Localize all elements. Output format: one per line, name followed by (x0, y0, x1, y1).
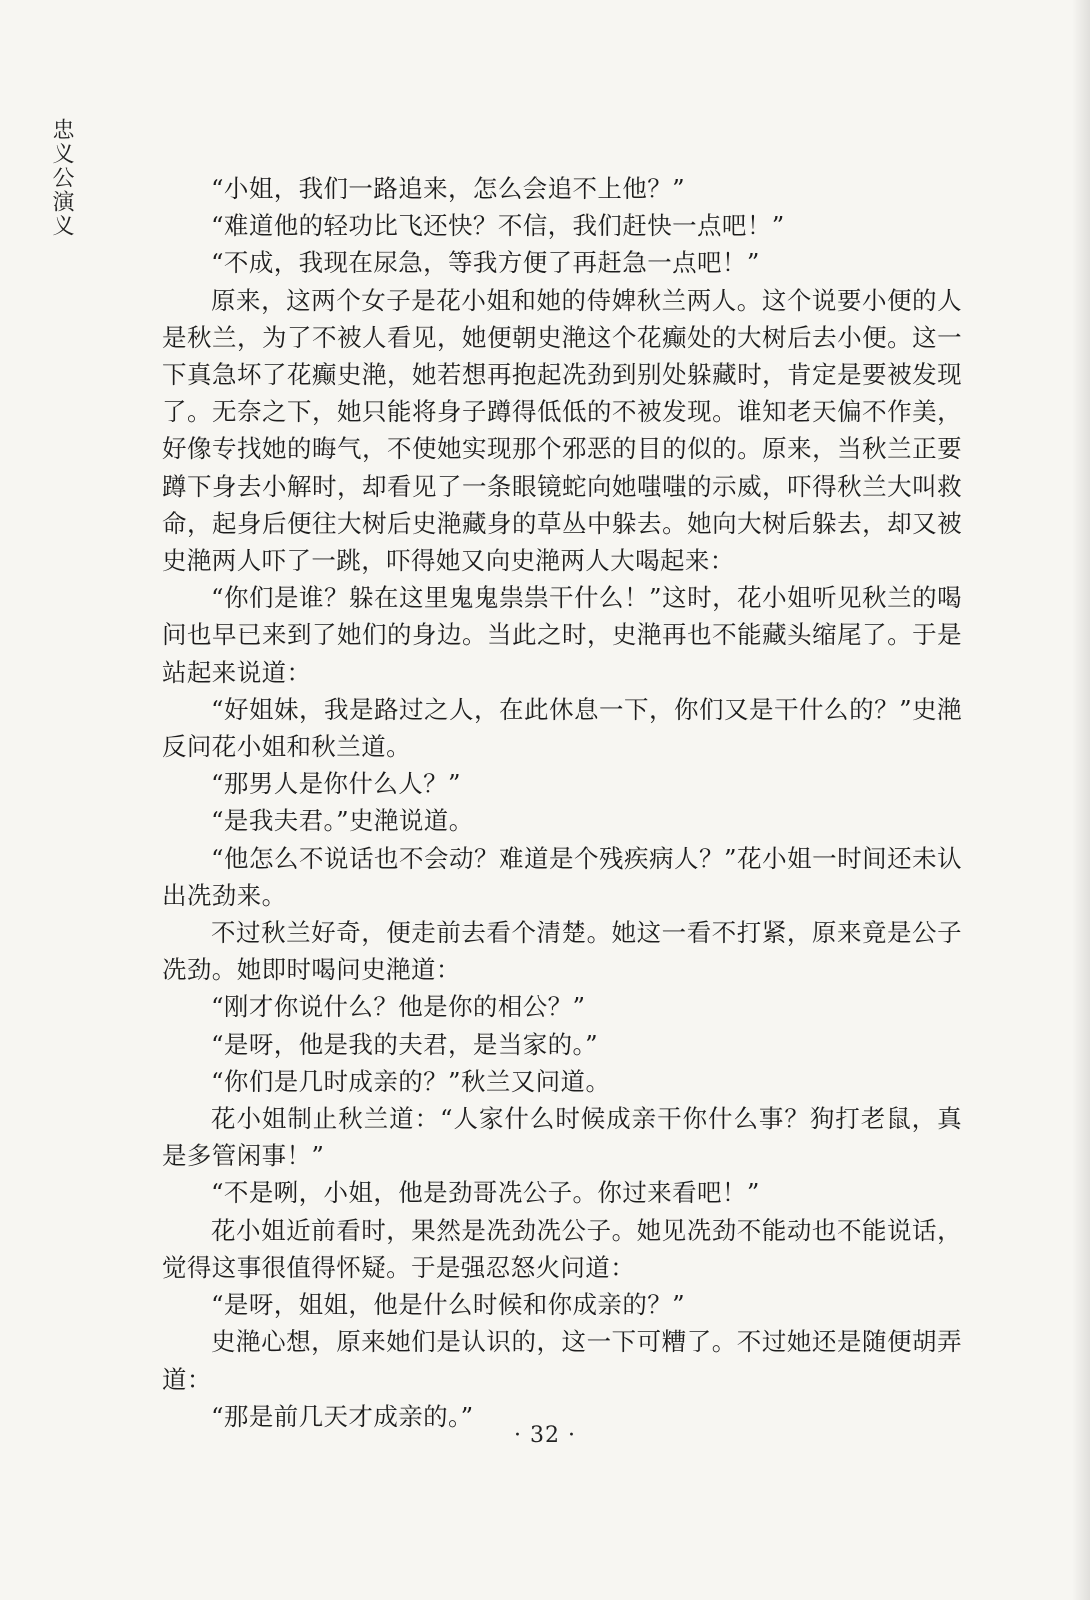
paragraph: “是呀，姐姐，他是什么时候和你成亲的？” (211, 1290, 686, 1320)
body-text (162, 170, 962, 1435)
paragraph: “你们是几时成亲的？”秋兰又问道。 (211, 1066, 611, 1096)
paragraph: 花小姐制止秋兰道：“人家什么时候成亲干你什么事？狗打老鼠，真是多管闲事！” (162, 1104, 962, 1171)
paragraph: “是呀，他是我的夫君，是当家的。” (211, 1029, 599, 1059)
paragraph: 不过秋兰好奇，便走前去看个清楚。她这一看不打紧，原来竟是公子冼劲。她即时喝问史滟道： (162, 918, 962, 985)
running-title: 忠义公演义 (49, 118, 74, 238)
paragraph: “刚才你说什么？他是你的相公？” (211, 992, 586, 1022)
paragraph: “那男人是你什么人？” (211, 769, 461, 799)
paragraph: “难道他的轻功比飞还快？不信，我们赶快一点吧！” (211, 211, 785, 241)
paragraph: “不成，我现在尿急，等我方便了再赶急一点吧！” (211, 248, 760, 278)
paragraph: 原来，这两个女子是花小姐和她的侍婢秋兰两人。这个说要小便的人是秋兰，为了不被人看见，她便朝史滟这个花癫处的大树后去小便。这一下真急坏了花癫史滟，她若想再抱起冼劲到别处躲藏时，肯定是要被发现了。无奈之下，她只能将身子蹲得低低的不被发现。谁知老天偏不作美，好像专找她的晦气，不使她实现那个邪恶的目的似的。原来，当秋兰正要蹲下身去小解时，却看见了一条眼镜蛇向她嗤嗤的示威，吓得秋兰大叫救命，起身后便往大树后史滟藏身的草丛中躲去。她向大树后躲去，却又被史滟两人吓了一跳，吓得她又向史滟两人大喝起来： (162, 285, 962, 576)
paragraph: “那是前几天才成亲的。” (211, 1401, 474, 1431)
paragraph: “是我夫君。”史滟说道。 (211, 806, 474, 836)
paragraph: “好姐妹，我是路过之人，在此休息一下，你们又是干什么的？”史滟反问花小姐和秋兰道。 (162, 694, 962, 762)
page-edge-shadow (1072, 0, 1090, 1600)
paragraph: 花小姐近前看时，果然是冼劲冼公子。她见冼劲不能动也不能说话，觉得这事很值得怀疑。于是强忍怒火问道： (162, 1215, 962, 1282)
paragraph: “他怎么不说话也不会动？难道是个残疾病人？”花小姐一时间还未认出冼劲来。 (162, 843, 962, 910)
paragraph: “小姐，我们一路追来，怎么会追不上他？” (211, 174, 686, 203)
paragraph: “你们是谁？躲在这里鬼鬼祟祟干什么！”这时，花小姐听见秋兰的喝问也早已来到了她们的身边。当此之时，史滟再也不能藏头缩尾了。于是站起来说道： (162, 583, 962, 687)
page-number: · 32 · (514, 1423, 576, 1448)
paragraph: 史滟心想，原来她们是认识的，这一下可糟了。不过她还是随便胡弄道： (162, 1327, 962, 1394)
paragraph: “不是咧，小姐，他是劲哥冼公子。你过来看吧！” (211, 1178, 760, 1208)
